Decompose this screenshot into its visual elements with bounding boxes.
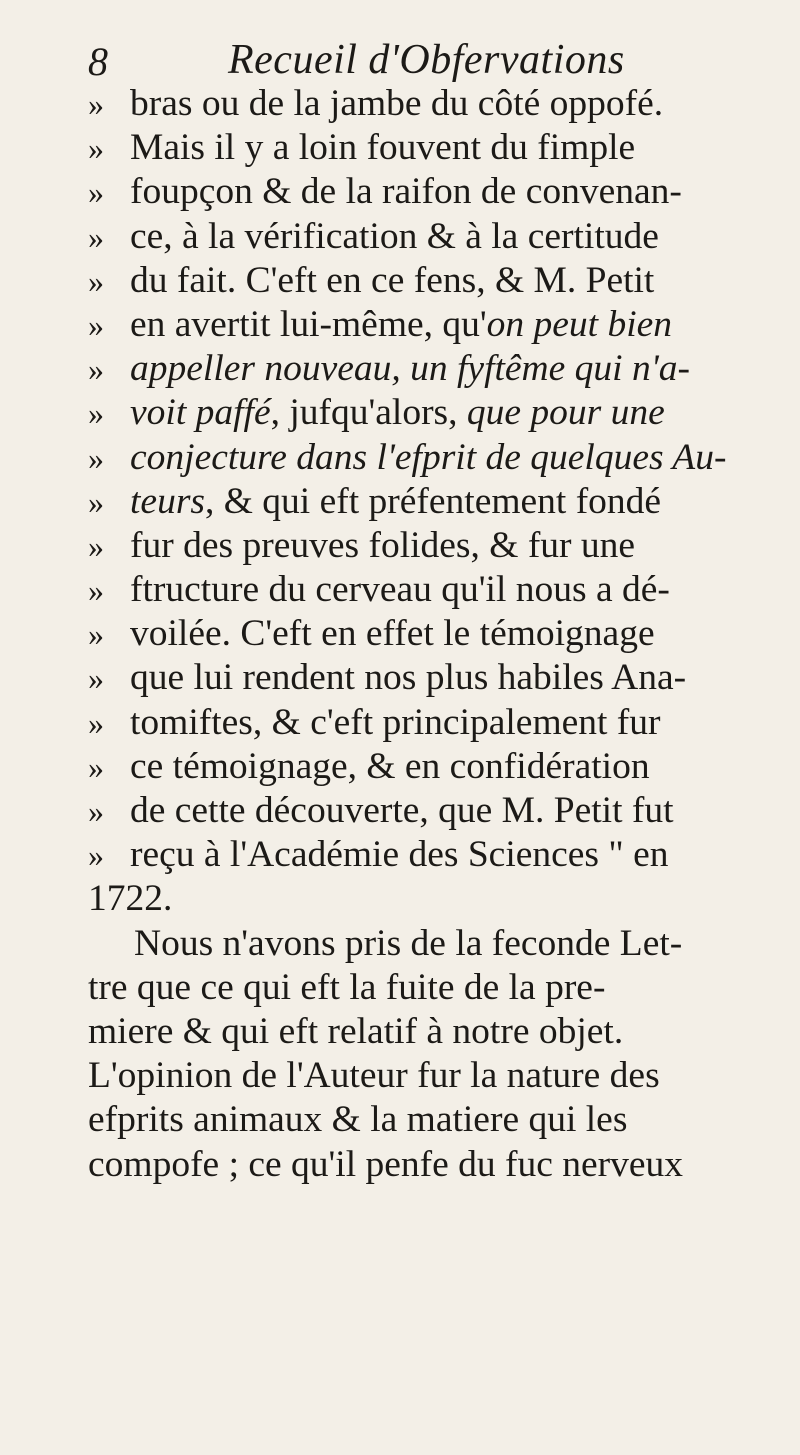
text-segment: tomiftes, & c'eft principalement fur (130, 701, 661, 743)
text-segment: que lui rendent nos plus habiles Ana- (130, 657, 687, 699)
text-segment: bras ou de la jambe du côté oppofé. (130, 83, 664, 124)
quote-mark: » (88, 351, 104, 388)
body-text (88, 82, 778, 1187)
text-segment: Mais il y a loin fouvent du fimple (130, 127, 636, 169)
quote-mark: » (88, 86, 104, 122)
paragraph-line: tre que ce qui eft la fuite de la pre- (88, 966, 606, 1008)
text-line (88, 259, 778, 303)
paragraph-line: L'opinion de l'Auteur fur la nature des (88, 1055, 660, 1097)
text-line (88, 524, 778, 568)
quote-mark: » (88, 262, 104, 299)
text-segment: ce, à la vérification & à la certitude (130, 215, 659, 257)
text-line (88, 789, 778, 833)
paragraph-line: compofe ; ce qu'il penfe du fuc nerveux (88, 1143, 684, 1185)
text-line (88, 701, 778, 745)
italic-text: conjecture dans l'efprit de quelques Au- (130, 436, 727, 478)
text-line (88, 745, 778, 789)
text-line (88, 347, 778, 391)
text-segment: ftructure du cerveau qu'il nous a dé- (130, 569, 670, 611)
text-line (88, 436, 778, 480)
italic-text: on peut bien (486, 303, 673, 345)
text-segment: ce témoignage, & en confidération (130, 745, 650, 787)
quote-mark: » (88, 174, 104, 211)
paragraph (88, 922, 778, 1187)
quote-mark: » (88, 439, 104, 476)
text-line (88, 612, 778, 656)
italic-text: teurs (130, 480, 205, 522)
quoted-passage (88, 82, 778, 877)
year-line: 1722. (88, 878, 173, 920)
quote-mark: » (88, 306, 104, 343)
text-line (88, 126, 778, 170)
text-line (88, 303, 778, 347)
text-line (88, 833, 778, 877)
italic-text: que pour une (466, 392, 665, 434)
italic-text: voit paffé (130, 392, 271, 434)
paragraph-line: efprits animaux & la matiere qui les (88, 1099, 628, 1141)
paragraph-line: Nous n'avons pris de la feconde Let- (134, 922, 683, 964)
quote-mark: » (88, 837, 104, 874)
running-title: Recueil d'Obfervations (228, 37, 625, 83)
text-line (88, 480, 778, 524)
text-segment: de cette découverte, que M. Petit fut (130, 790, 674, 831)
text-segment: foupçon & de la raifon de convenan- (130, 171, 682, 213)
text-segment: reçu à l'Académie des Sciences " en (130, 834, 669, 876)
paragraph-line: miere & qui eft relatif à notre objet. (88, 1010, 624, 1052)
quote-mark: » (88, 748, 104, 785)
text-segment: en avertit lui-même, qu' (130, 303, 487, 345)
quote-mark: » (88, 483, 104, 520)
text-line (88, 391, 778, 435)
quote-mark: » (88, 395, 104, 432)
text-line (88, 170, 778, 214)
text-segment: , & qui eft préfentement fondé (205, 480, 662, 522)
text-segment: fur des preuves folides, & fur une (130, 524, 636, 566)
quote-mark: » (88, 130, 104, 167)
quote-mark: » (88, 616, 104, 653)
text-segment: du fait. C'eft en ce fens, & M. Petit (130, 259, 655, 301)
text-line (88, 656, 778, 700)
quote-mark: » (88, 704, 104, 741)
page-number: 8 (88, 39, 108, 84)
text-line (88, 568, 778, 612)
quote-mark: » (88, 527, 104, 564)
quote-mark: » (88, 218, 104, 255)
page-header (0, 28, 800, 88)
text-segment: , jufqu'alors, (270, 392, 467, 434)
quote-mark: » (88, 793, 104, 829)
text-line (88, 82, 778, 126)
text-segment: voilée. C'eft en effet le témoignage (130, 613, 655, 655)
text-line (88, 215, 778, 259)
italic-text: appeller nouveau, un fyftême qui n'a- (130, 348, 690, 390)
quote-mark: » (88, 660, 104, 697)
quote-mark: » (88, 572, 104, 609)
